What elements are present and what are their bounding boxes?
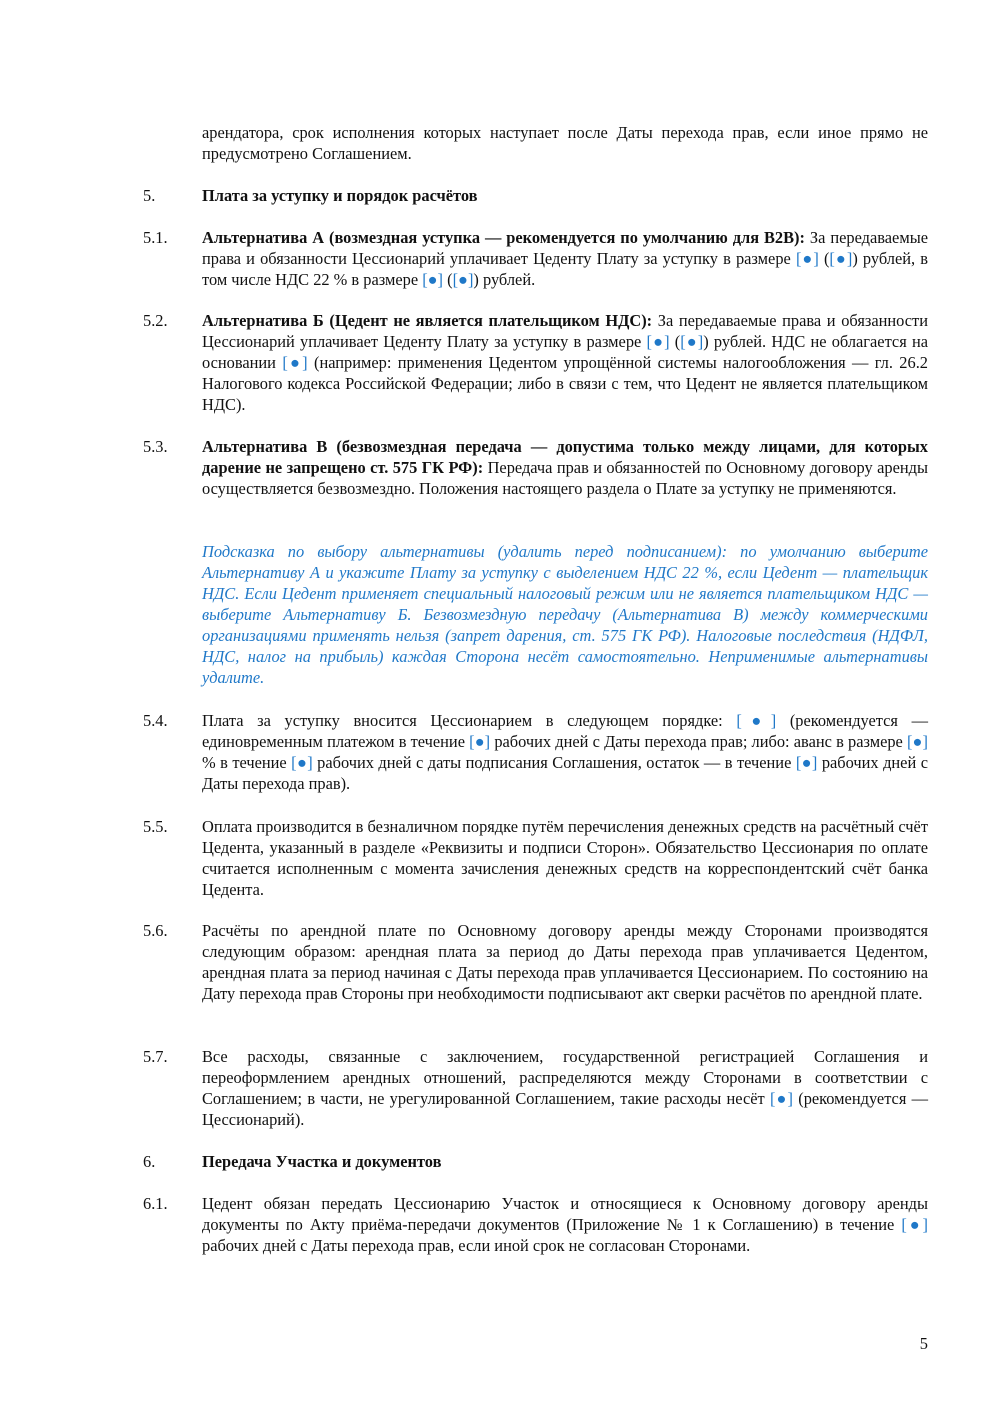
clause-5-5-number: 5.5. xyxy=(143,817,168,836)
section-5-title: Плата за уступку и порядок расчётов xyxy=(202,186,478,205)
placeholder-field[interactable]: [●] xyxy=(680,332,704,351)
clause-text: ) рублей. xyxy=(473,270,536,289)
clause-text: рабочих дней с даты подписания Соглашения, остаток — в течение xyxy=(312,753,796,772)
clause-text: (рекомендуется — Цессионарий). xyxy=(202,1089,928,1129)
placeholder-field[interactable]: [●] xyxy=(907,732,928,751)
clause-text: За передаваемые права и обязанности Цессионарий уплачивает Цеденту Плату за уступку в размере xyxy=(202,228,928,268)
placeholder-field[interactable]: [●] xyxy=(795,753,818,772)
clause-text: рабочих дней с Даты перехода прав). xyxy=(202,753,928,793)
clause-text: рабочих дней с Даты перехода прав, если иной срок не согласован Сторонами. xyxy=(202,1236,751,1255)
clause-5-6-number: 5.6. xyxy=(143,921,168,940)
clause-text: Цедент обязан передать Цессионарию Участок и относящиеся к Основному договору аренды документы по Акту приёма-передачи документов (Приложение № 1 к Соглашению) в течение xyxy=(202,1194,928,1234)
clause-text: Передача прав и обязанностей по Основному договору аренды осуществляется безвозмездно. Положения настоящего раздела о Плате за уступку не применяются. xyxy=(202,458,929,498)
clause-text: рабочих дней с Даты перехода прав; либо: аванс в размере xyxy=(490,732,908,751)
clause-5-5: Оплата производится в безналичном порядке путём перечисления денежных средств на расчётный счёт Цедента, указанный в разделе «Реквизиты и подписи Сторон». Обязательство Цессионария по оплате считается исполненным с момента зачисления денежных средств на корреспондентский счёт банка Цедента. xyxy=(202,817,928,899)
clause-5-4 xyxy=(202,710,928,794)
placeholder-field[interactable]: [●] xyxy=(469,732,491,751)
clause-text: ) рублей, в том числе НДС 22 % в размере xyxy=(202,249,928,289)
clause-text: % в течение xyxy=(202,753,292,772)
clause-5-2-heading: Альтернатива Б (Цедент не является плательщиком НДС): xyxy=(202,311,653,330)
clause-5-3-number: 5.3. xyxy=(143,437,168,456)
clause-5-6: Расчёты по арендной плате по Основному договору аренды между Сторонами производятся следующим образом: арендная плата за период до Даты перехода прав уплачивается Цедентом, арендная плата за период начиная с Даты перехода прав уплачивается Цессионарием. По состоянию на Дату перехода прав Стороны при необходимости подписывают акт сверки расчётов по арендной плате. xyxy=(202,921,928,1003)
section-5-number: 5. xyxy=(143,186,156,205)
clause-text: (например: применения Цедентом упрощённой системы налогообложения — гл. 26.2 Налогового кодекса Российской Федерации; либо в связи с тем, что Цедент не является плательщиком НДС). xyxy=(202,353,928,414)
clause-6-1-number: 6.1. xyxy=(143,1194,168,1213)
clause-5-3 xyxy=(202,436,928,499)
placeholder-field[interactable]: [●] xyxy=(769,1089,794,1108)
clause-text: ( xyxy=(818,249,830,268)
clause-text: ) рублей. НДС не облагается на основании xyxy=(202,332,928,372)
intro-continuation: арендатора, срок исполнения которых наступает после Даты перехода прав, если иное прямо не предусмотрено Соглашением. xyxy=(202,123,928,163)
clause-text: Плата за уступку вносится Цессионарием в следующем порядке: xyxy=(202,711,737,730)
page-number: 5 xyxy=(919,1334,928,1353)
placeholder-field[interactable]: [●] xyxy=(422,270,444,289)
clause-text: ( xyxy=(669,332,681,351)
placeholder-field[interactable]: [●] xyxy=(291,753,313,772)
clause-text: Все расходы, связанные с заключением, государственной регистрацией Соглашения и переоформлением арендных отношений, распределяются между Сторонами в соответствии с Соглашением; в части, не урегулированной Соглашением, такие расходы несёт xyxy=(202,1047,928,1108)
clause-text: ( xyxy=(443,270,453,289)
alternative-hint-note: Подсказка по выбору альтернативы (удалить перед подписанием): по умолчанию выберите Альтернативу А и укажите Плату за уступку с выделением НДС 22 %, если Цедент — плательщик НДС. Если Цедент применяет специальный налоговый режим или не является плательщиком НДС — выберите Альтернативу Б. Безвозмездную передачу (Альтернатива В) между коммерческими организациями применять нельзя (запрет дарения, ст. 575 ГК РФ). Налоговые последствия (НДФЛ, НДС, налог на прибыль) каждая Сторона несёт самостоятельно. Неприменимые альтернативы удалите. xyxy=(202,542,928,687)
placeholder-field[interactable]: [●] xyxy=(282,353,308,372)
placeholder-field[interactable]: [●] xyxy=(829,249,853,268)
clause-text: За передаваемые права и обязанности Цессионарий уплачивает Цеденту Плату за уступку в размере xyxy=(202,311,928,351)
placeholder-field[interactable]: [●] xyxy=(901,1215,928,1234)
clause-text: (рекомендуется — единовременным платежом в течение xyxy=(202,711,928,751)
clause-5-7 xyxy=(202,1046,928,1130)
clause-5-3-heading: Альтернатива В (безвозмездная передача — допустима только между лицами, для которых дарение не запрещено ст. 575 ГК РФ): xyxy=(202,437,928,477)
clause-5-1-number: 5.1. xyxy=(143,228,168,247)
section-6-number: 6. xyxy=(143,1152,156,1171)
clause-5-1-heading: Альтернатива А (возмездная уступка — рекомендуется по умолчанию для B2B): xyxy=(202,228,805,247)
placeholder-field[interactable]: [●] xyxy=(646,332,670,351)
section-6-title: Передача Участка и документов xyxy=(202,1152,442,1171)
clause-5-1 xyxy=(202,227,928,290)
placeholder-field[interactable]: [●] xyxy=(795,249,819,268)
clause-5-2-number: 5.2. xyxy=(143,311,168,330)
placeholder-field[interactable]: [●] xyxy=(452,270,474,289)
clause-6-1 xyxy=(202,1193,928,1256)
clause-5-4-number: 5.4. xyxy=(143,711,168,730)
placeholder-field[interactable]: [●] xyxy=(736,711,777,730)
clause-5-7-number: 5.7. xyxy=(143,1047,168,1066)
clause-5-2 xyxy=(202,310,928,415)
